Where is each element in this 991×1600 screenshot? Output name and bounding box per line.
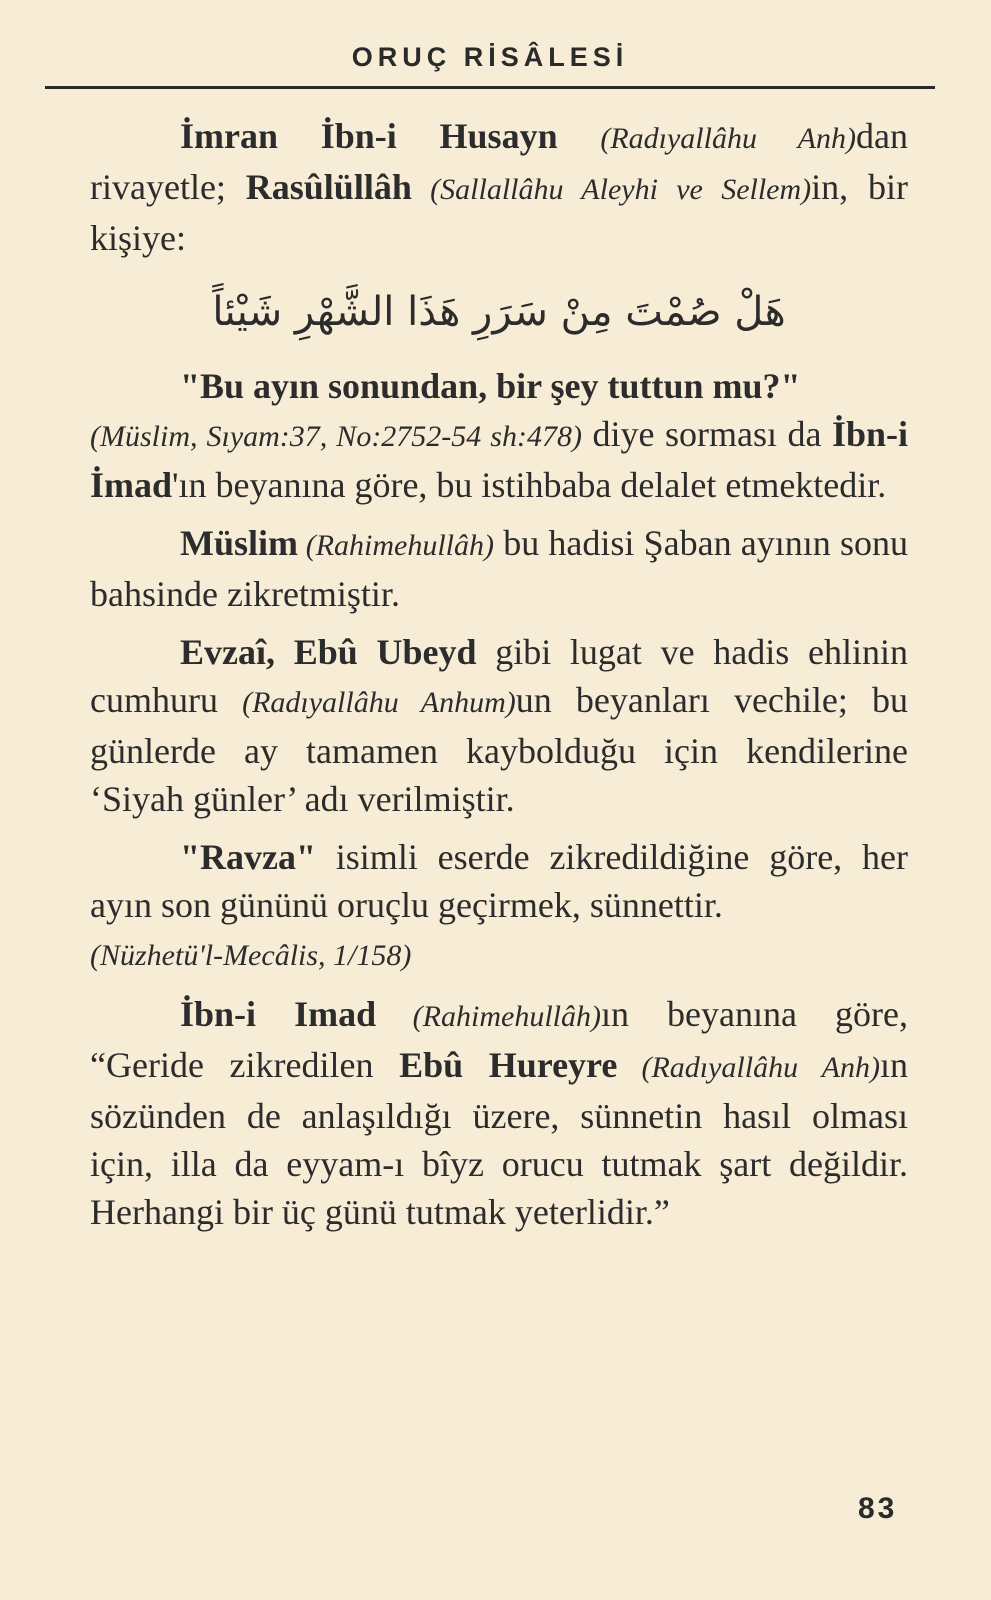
text-run: diye sorması da <box>581 414 832 454</box>
paragraph-7 <box>90 990 908 1236</box>
honorific: (Sallallâhu Aleyhi ve Sellem) <box>411 173 812 206</box>
paragraph-5 <box>90 833 908 929</box>
source-citation: (Nüzhetü'l-Mecâlis, 1/158) <box>90 939 412 972</box>
text-run: un beyanları vechile; bu günlerde ay tamamen kaybolduğu için kendilerine ‘Siyah günler’ adı verilmiştir. <box>90 680 909 819</box>
paragraph-4 <box>90 628 908 823</box>
scholar-name: Müslim <box>180 523 299 563</box>
narrator-name: İmran İbn-i Husayn <box>180 116 558 156</box>
text-run: dan rivayetle; <box>90 116 908 207</box>
scholar-name: İbn-i İmad <box>90 414 908 505</box>
honorific: (Radıyallâhu Anh) <box>600 122 856 155</box>
text-run: ın beyanına göre, “Geride zikredilen <box>90 994 909 1085</box>
header-rule <box>45 86 935 89</box>
honorific: (Radıyallâhu Anhum) <box>242 686 516 719</box>
prophet-name: Rasûlüllâh <box>245 167 412 207</box>
honorific: (Rahimehullâh) <box>376 1000 601 1033</box>
book-name: "Ravza" <box>180 837 316 877</box>
text-run: 'ın beyanına göre, bu istihbaba delalet etmektedir. <box>172 465 887 505</box>
paragraph-3 <box>90 519 908 618</box>
text-run: bu hadisi Şaban ayının sonu bahsinde zikretmiştir. <box>90 523 908 614</box>
source-citation: (Müslim, Sıyam:37, No:2752-54 sh:478) <box>90 420 582 453</box>
hadith-translation: "Bu ayın sonundan, bir şey tuttun mu?" <box>180 366 801 406</box>
paragraph-2 <box>90 362 908 509</box>
page-number: 83 <box>858 1492 898 1525</box>
text-run: gibi lugat ve hadis ehlinin cumhuru <box>90 632 908 720</box>
scholar-name: İbn-i Imad <box>180 994 377 1034</box>
text-run: ın sözünden de anlaşıldığı üzere, sünnetin hasıl olması için, illa da eyyam-ı bîyz orucu tutmak şart değildir. Herhangi bir üç günü tutmak yeterlidir.” <box>90 1045 908 1232</box>
honorific: (Rahimehullâh) <box>298 529 495 562</box>
honorific: (Radıyallâhu Anh) <box>617 1051 880 1084</box>
text-run: in, bir kişiye: <box>90 167 908 258</box>
page-body <box>90 112 908 1246</box>
scholar-names: Evzaî, Ebû Ubeyd <box>180 632 477 672</box>
text-run: isimli eserde zikredildiğine göre, her ayın son gününü oruçlu geçirmek, sünnettir. <box>90 837 908 925</box>
arabic-hadith: هَلْ صُمْتَ مِنْ سَرَرِ هَذَا الشَّهْرِ شَيْئاً <box>212 289 786 335</box>
running-header: ORUÇ RİSÂLESİ <box>351 42 629 72</box>
paragraph-6 <box>90 929 908 980</box>
companion-name: Ebû Hureyre <box>399 1045 618 1085</box>
paragraph-1 <box>90 112 908 262</box>
